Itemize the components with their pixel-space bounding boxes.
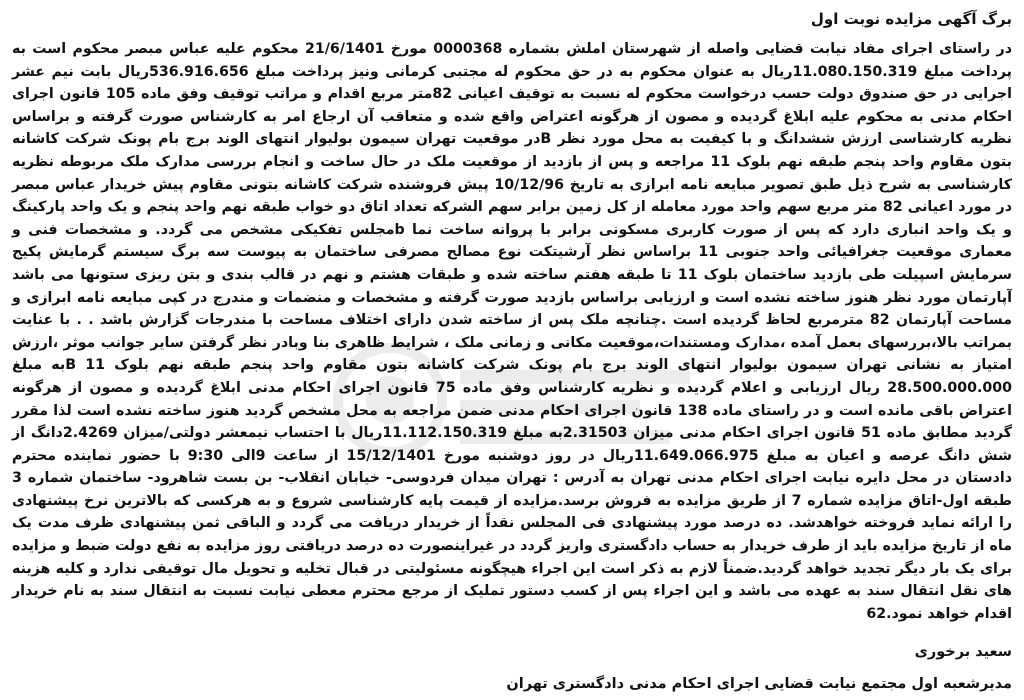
document-body: در راستای اجرای مفاد نیابت قضایی واصله از شهرستان املش بشماره 0000368 مورخ 21/6/1401 محکوم علیه عباس مبصر محکوم است به پرداخت مبلغ 11.080.150.319ریال به عنوان محکوم به در حق محکوم له مجتبی کرمانی ونیز پرداخت مبلغ 536.916.656ریال بابت نیم عشر اجرایی در حق صندوق دولت حسب درخواست محکوم له نسبت به توقیف اعیانی 82متر مربع اقدام و مراتب توقیف وفق ماده 105 قانون اجرای احکام مدنی به محکوم علیه ابلاغ گردیده و مصون از هرگونه اعتراض واقع شده و متعاقب آن ارجاع امر به کارشناس صورت گرفته و براساس نظریه کارشناسی ارزش ششدانگ و با کیفیت به محل مورد نظر Bدر موقعیت تهران سیمون بولیوار انتهای الوند برج بام پونک شرکت کاشانه بتون مقاوم واحد پنجم طبقه نهم بلوک 11 مراجعه و پس از بازدید از موقعیت ملک در حال ساخت و انجام بررسی مدارک ملک مربوطه نظریه کارشناسی به شرح ذیل طبق تصویر مبایعه نامه ابرازی به تاریخ 10/12/96 پیش فروشنده شرکت کاشانه بتونی مقاوم پیش خریدار عباس مبصر در مورد اعیانی 82 متر مربع سهم واحد مورد معامله از کل زمین برابر سهم الشرکه تعداد اتاق دو خواب طبقه نهم واحد پنجم و یک واحد پارکینگ و یک واحد انباری دارد که پس از صورت کاربری مسکونی برابر با پروانه ساخت نما bمجلس تفکیکی مشخص می گردد. و مشخصات فنی و معماری موقعیت جغرافیائی واحد جنوبی 11 براساس نظر آرشیتکت نوع مصالح مصرفی ساختمان به پیوست سه برگ سیستم گرمایش پکیج سرمایش اسپیلت طی بازدید ساختمان بلوک 11 تا طبقه هفتم ساخته شده و طبقات هشتم و نهم در قالب بندی و بتن ریزی ستونها می باشد آپارتمان مورد نظر هنوز ساخته نشده است و ارزیابی براساس بازدید صورت گرفته و مشخصات و منضمات و مندرج در کپی مبایعه نامه ابرازی و مساحت آپارتمان 82 مترمربع لحاظ گردیده است .چنانچه ملک پس از ساخته شدن دارای اختلاف مساحت با مندرجات گزارش باشد . . با عنایت بمراتب بالا،بررسهای بعمل آمده ،مدارک ومستندات،موقعیت مکانی و زمانی ملک ، شرایط ظاهری بنا وبادر نظر گرفتن سایر جوانب موثر ،ارزش امتیاز به نشانی تهران سیمون بولیوار انتهای الوند برج بام پونک شرکت کاشانه بتون مقاوم واحد پنجم طبقه نهم بلوک 11 Bبه مبلغ 28.500.000.000 ریال ارزیابی و اعلام گردیده و نظریه کارشناس وفق ماده 75 قانون اجرای احکام مدنی ابلاغ گردیده و مصون از هرگونه اعتراض باقی مانده است و در راستای ماده 138 قانون اجرای احکام مدنی ضمن مراجعه به محل مشخص گردید هنوز ساخته نشده است لذا مقرر گردید مطابق ماده 51 قانون اجرای احکام مدنی میزان 2.31503به مبلغ 11.112.150.319ریال با احتساب نیمعشر دولتی/میزان 2.4269دانگ از شش دانگ عرصه و اعیان به مبلغ 11.649.066.975ریال در روز دوشنبه مورخ 15/12/1401 از ساعت 9الی 9:30 با حضور نماینده محترم دادستان در محل دایره نیابت اجرای احکام مدنی تهران به آدرس : تهران میدان فردوسی- خیابان انقلاب- بن بست شاهرود- ساختمان شماره 3 طبقه اول-اتاق مزایده شماره 7 از طریق مزایده به فروش برسد.مزایده از قیمت پایه کارشناسی شروع و به هرکسی که بالاترین نرخ پیشنهادی را ارائه نماید فروخته خواهدشد. ده درصد مورد پیشنهادی فی المجلس نقداً از خریدار دریافت می گردد و الباقی ثمن پیشنهادی ظرف مدت یک ماه از تاریخ مزایده باید از طرف خریدار به حساب دادگستری واریز گردد در غیراینصورت ده درصد دریافتی روز مزایده به نفع دولت ضبط و مزایده برای یک بار دیگر تجدید خواهد گردید.ضمناً لازم به ذکر است این اجراء هیچگونه مسئولیتی در قبال تخلیه و تحویل مال توقیفی ندارد و کلیه هزینه های نقل انتقال سند به عهده می باشد و این اجراء پس از کسب دستور تملیک از مرجع محترم معطی نیابت نسبت به انتقال سند به نام خریدار اقدام خواهد نمود.62: [12, 41, 1013, 622]
auction-notice-document: [12, 8, 1012, 692]
signature-role: مدیرشعبه اول مجتمع نیابت قضایی اجرای احکام مدنی دادگستری تهران: [506, 676, 1012, 693]
signature-name: سعید برخوری: [914, 644, 1012, 661]
document-title: برگ آگهی مزایده نوبت اول: [810, 10, 1012, 28]
